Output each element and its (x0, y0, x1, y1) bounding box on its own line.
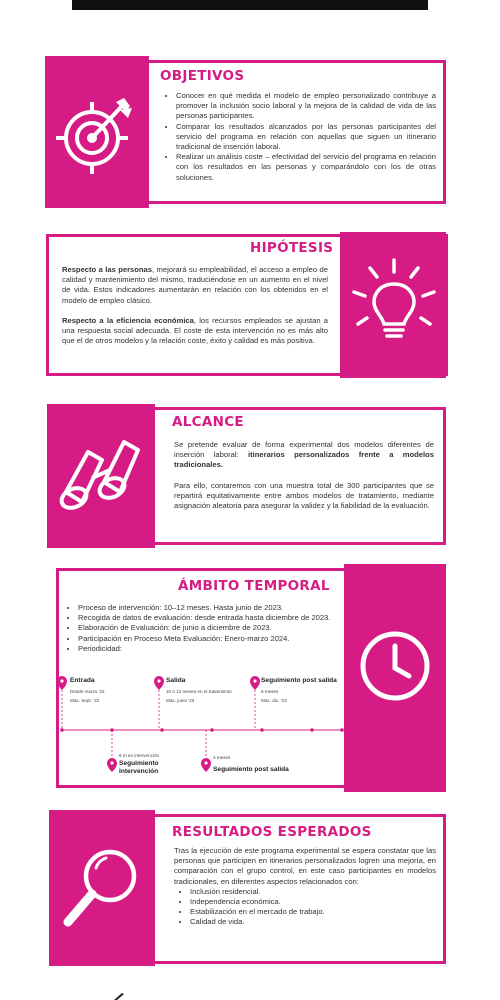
timeline-seg-int-label2: Intervención (119, 768, 159, 775)
list-item: • Inclusión residencial. (190, 887, 436, 897)
timeline-postsalida-sub2: Máx. dic. '23 (261, 698, 287, 703)
alcance-p2-text: Para ello, contaremos con una muestra total de 300 participantes que se repartirá equitativamente entre ambos modelos de tratamiento, mediante asignación aleatoria para asegurar la validez y la fiabilidad de la evaluación. (174, 480, 434, 511)
hipotesis-title: HIPÓTESIS (250, 240, 334, 256)
alcance-p1-text: Se pretende evaluar de forma experimental dos modelos diferentes de inserción laboral: (174, 440, 434, 460)
clock-icon (355, 626, 435, 706)
resultados-title: RESULTADOS ESPERADOS (172, 824, 372, 840)
list-item: • Comparar los resultados alcanzados por las personas participantes del servicio del programa en relación con aquellas que siguen un itinerario tradicional de inserción laboral. (176, 122, 436, 153)
timeline-seg-int-label1: Seguimiento (119, 760, 159, 767)
ambito-text (66, 603, 334, 654)
hipotesis-p2-text: , los recursos empleados se ajustan a una respuesta social adecuada. El coste de esta intervención no es más alto que el de otros modelos y la relación coste, éxito y calidad es más positiva. (62, 315, 328, 346)
alcance-p1-bold: itinerarios personalizados frente a modelos tradicionales. (174, 450, 434, 470)
top-bar (72, 0, 428, 10)
alcance-text (174, 440, 434, 511)
timeline-seg-int-sub: 6 m en intervención (119, 753, 160, 758)
hipotesis-p1-text: , mejorará su empleabilidad, el acceso a empleo de calidad y mantenimiento del mismo, traduciéndose en un aumento en el nivel de vida. Estos indicadores aumentarán en relación con los obtenidos en el modelo de empleo clásico. (62, 265, 328, 305)
timeline-entrada-sub1: Desde marzo '22 (70, 689, 105, 694)
objetivos-title: OBJETIVOS (160, 68, 245, 84)
list-item: • Participación en Proceso Meta Evaluación: Enero-marzo 2024. (78, 634, 334, 644)
timeline-seg-post-label: Seguimiento post salida (213, 766, 289, 773)
target-arrow-icon (52, 88, 142, 178)
resultados-intro: Tras la ejecución de este programa experimental se espera constatar que las personas que participen en itinerarios personalizados logren una mejoría, en comparación con el grupo control, en este caso participantes en modelos tradicionales, en diferentes aspectos relacionados con: (174, 846, 436, 886)
binoculars-icon (58, 432, 146, 520)
hipotesis-p1-bold: Respecto a las personas (62, 265, 152, 274)
list-item: • Realizar un análisis coste – efectividad del servicio del programa en relación con los resultados en las personas y comparándolo con los de otras soluciones. (176, 152, 436, 183)
timeline-salida-sub1: 10 ó 12 meses en el tratamiento (166, 689, 232, 694)
timeline-entrada-label: Entrada (70, 677, 95, 684)
list-item: • Proceso de intervención: 10–12 meses. Hasta junio de 2023. (78, 603, 334, 613)
hipotesis-text (62, 265, 328, 346)
list-item: • Calidad de vida. (190, 917, 436, 927)
list-item: • Conocer en qué medida el modelo de empleo personalizado contribuye a promover la inclusión socio laboral y la mejora de la calidad de vida de las personas participantes. (176, 91, 436, 122)
timeline-entrada-sub2: Máx. Sept. '22 (70, 698, 100, 703)
timeline-postsalida-sub1: 6 meses (261, 689, 279, 694)
magnifier-icon (60, 838, 148, 938)
hipotesis-p2-bold: Respecto a la eficiencia económica (62, 315, 194, 325)
alcance-title: ALCANCE (172, 414, 244, 430)
logo-fragment-icon (112, 991, 126, 1000)
list-item: • Periodicidad: (78, 644, 334, 654)
lightbulb-icon (352, 256, 436, 352)
list-item: • Recogida de datos de evaluación: desde entrada hasta diciembre de 2023. (78, 613, 334, 623)
list-item: • Elaboración de Evaluación: de junio a diciembre de 2023. (78, 623, 334, 633)
resultados-text (174, 846, 436, 928)
ambito-title: ÁMBITO TEMPORAL (178, 578, 330, 594)
objetivos-text (164, 91, 436, 183)
timeline-seg-post-sub: 3 meses (213, 755, 231, 760)
list-item: • Estabilización en el mercado de trabajo. (190, 907, 436, 917)
timeline-postsalida-label: Seguimiento post salida (261, 677, 337, 684)
timeline-salida-label: Salida (166, 677, 186, 684)
list-item: • Independencia económica. (190, 897, 436, 907)
timeline-salida-sub2: Máx. junio '23 (166, 698, 195, 703)
